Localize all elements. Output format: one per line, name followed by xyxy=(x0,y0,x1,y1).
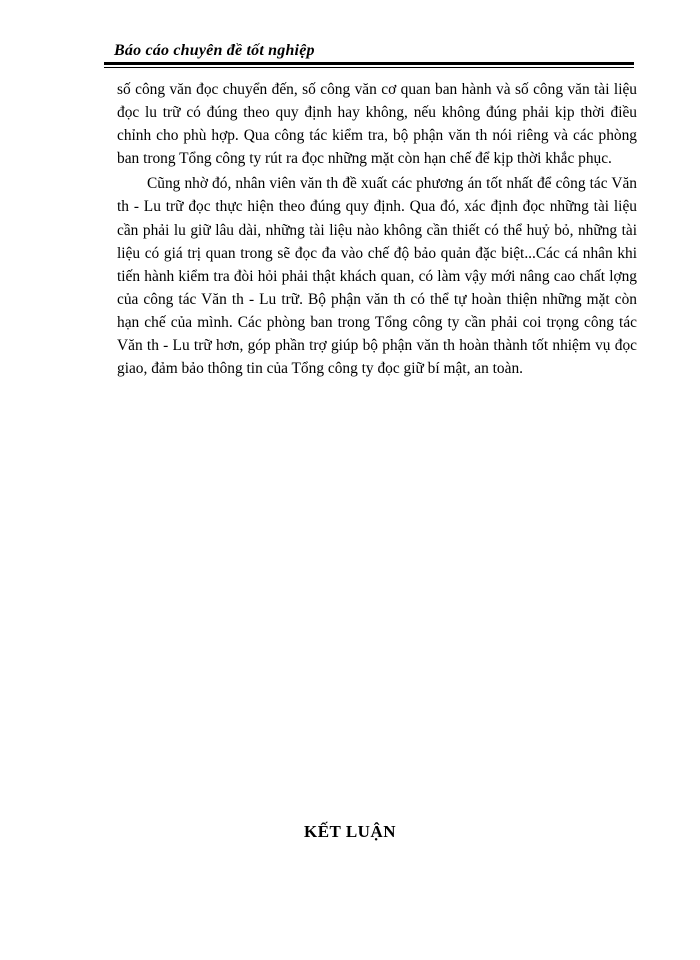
paragraph-body: Cũng nhờ đó, nhân viên văn th đề xuất các phương án tốt nhất để công tác Văn th - Lu trữ đọc thực hiện theo đúng quy định. Qua đó, xác định đọc những tài liệu cần phải lu giữ lâu dài, những tài liệu nào không cần thiết có thể huỷ bỏ, những tài liệu có giá trị quan trong sẽ đọc đa vào chế độ bảo quản đặc biệt...Các cá nhân khi tiến hành kiểm tra đòi hỏi phải thật khách quan, có làm vậy mới nâng cao chất lợng của công tác Văn th - Lu trữ. Bộ phận văn th có thể tự hoàn thiện những mặt còn hạn chế của mình. Các phòng ban trong Tổng công ty cần phải coi trọng công tác Văn th - Lu trữ hơn, góp phần trợ giúp bộ phận văn th hoàn thành tốt nhiệm vụ đọc giao, đảm bảo thông tin của Tổng công ty đọc giữ bí mật, an toàn. xyxy=(117,175,637,378)
body-text xyxy=(117,78,637,382)
header-rule-thin xyxy=(104,67,634,68)
header-title: Báo cáo chuyên đề tốt nghiệp xyxy=(114,42,315,59)
page-header xyxy=(104,40,634,66)
header-rule-thick xyxy=(104,62,634,65)
paragraph-continuation: số công văn đọc chuyển đến, số công văn cơ quan ban hành và số công văn tài liệu đọc lu trữ có đúng theo quy định hay không, nếu không đúng phải kịp thời điều chỉnh cho phù hợp. Qua công tác kiểm tra, bộ phận văn th nói riêng và các phòng ban trong Tổng công ty rút ra đọc những mặt còn hạn chế để kịp thời khắc phục. xyxy=(117,81,637,168)
section-heading: KẾT LUẬN xyxy=(303,822,396,841)
